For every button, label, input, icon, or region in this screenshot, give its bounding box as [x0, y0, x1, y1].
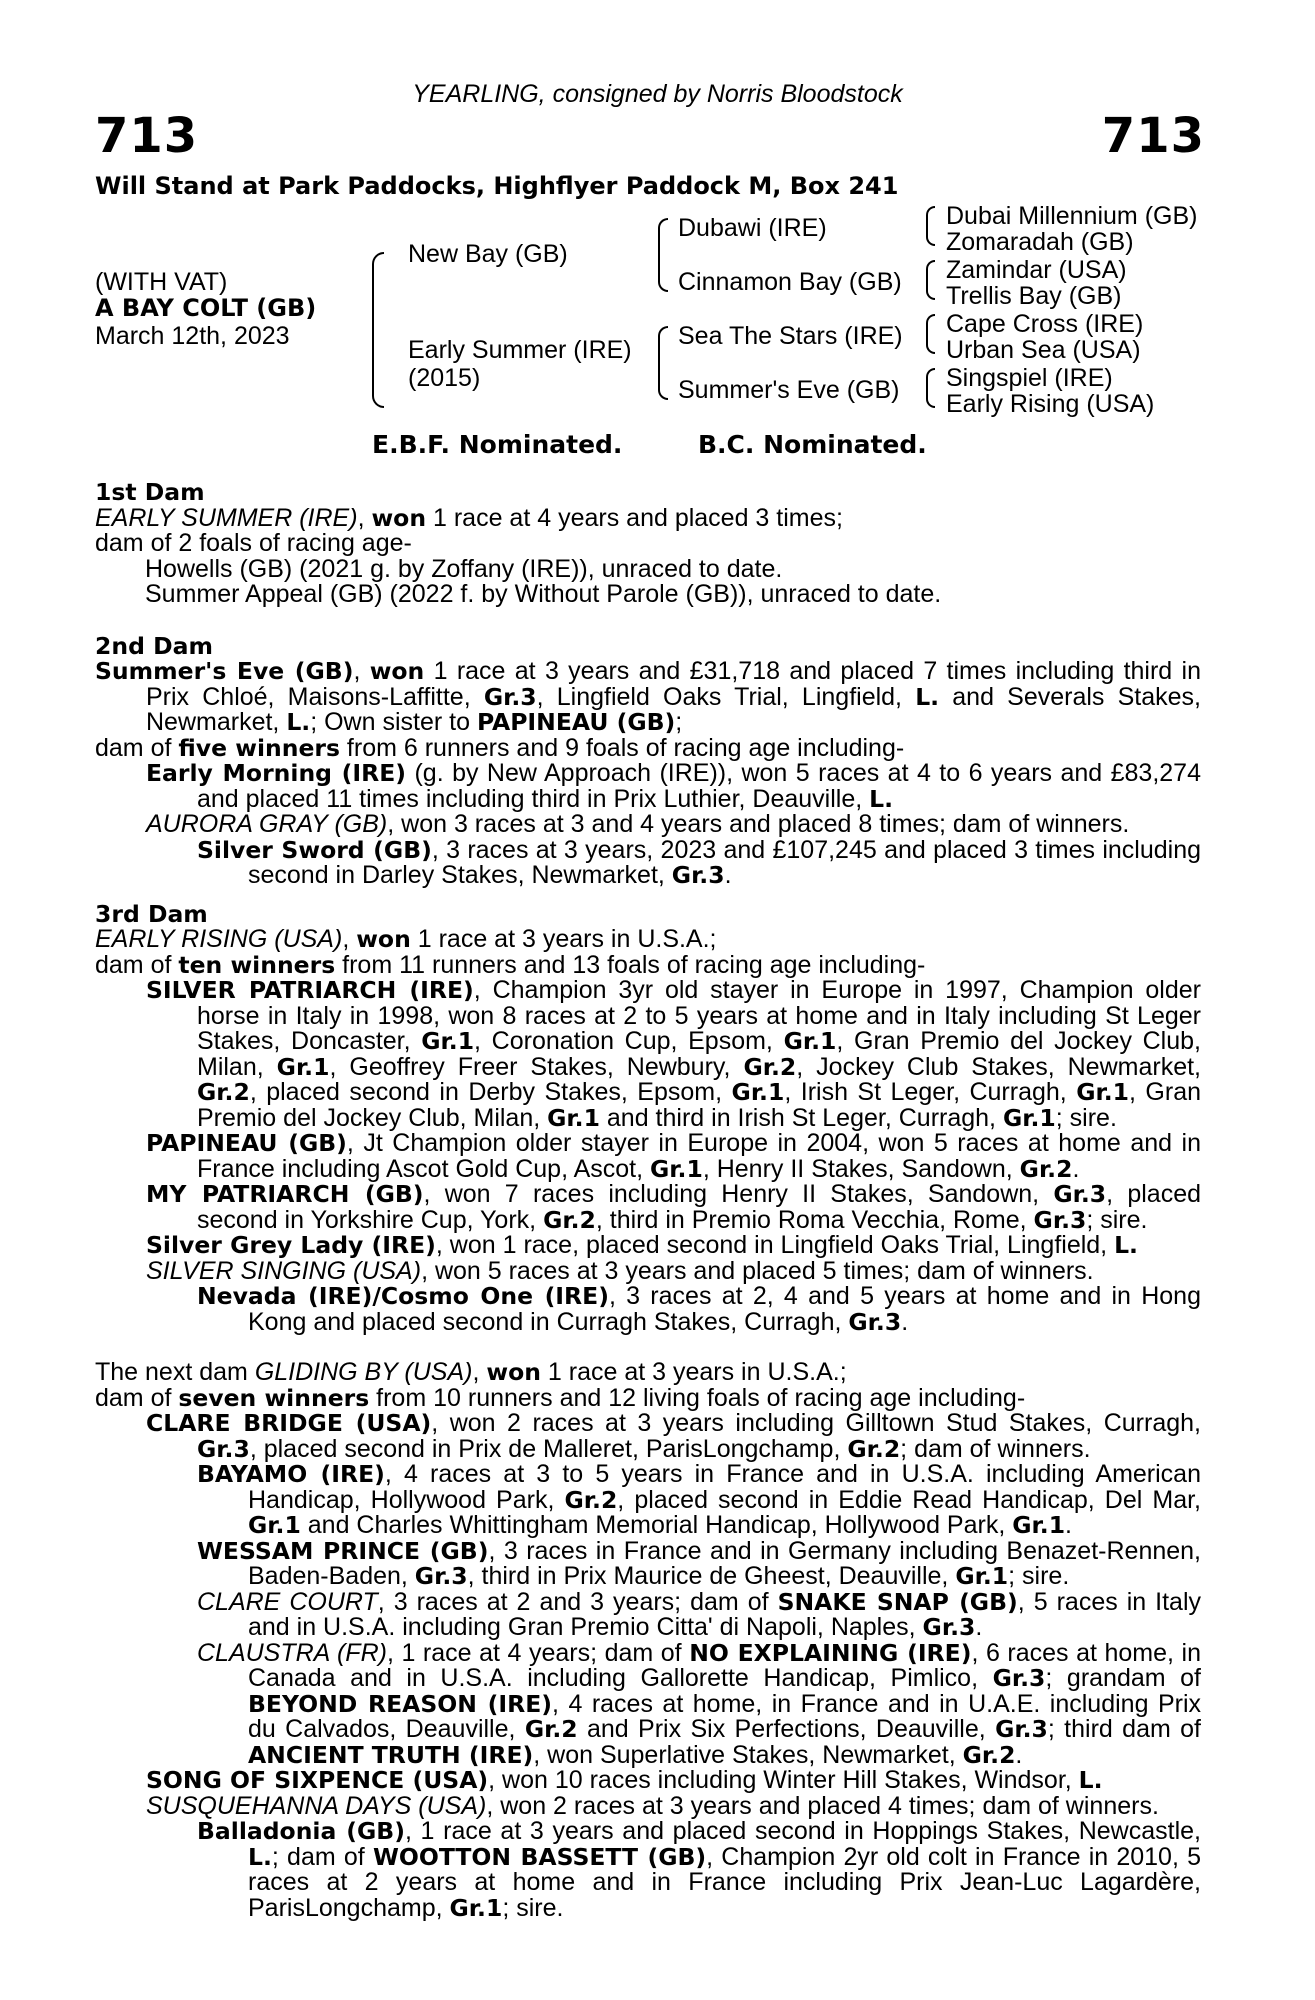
pedigree-brace-sire — [658, 218, 668, 292]
third-dam-section — [95, 899, 1202, 1336]
pedigree-dds: Singspiel (IRE) — [946, 364, 1113, 392]
second-dam-heading: 2nd Dam — [95, 631, 213, 660]
next-dam-record: The next dam GLIDING BY (USA), won 1 race at 3 years in U.S.A.; — [95, 1358, 847, 1386]
catalogue-body — [95, 480, 1201, 1921]
produce-entry: SILVER PATRIARCH (IRE), Champion 3yr old stayer in Europe in 1997, Champion older horse in Italy in 1998, won 8 races at 2 to 5 years at home and in Italy including St Leger Stakes, Doncaster, Gr.1, Coronation Cup, Epsom, Gr.1, Gran Premio del Jockey Club, Milan, Gr.1, Geoffrey Freer Stakes, Newbury, Gr.2, Jockey Club Stakes, Newmarket, Gr.2, placed second in Derby Stakes, Epsom, Gr.1, Irish St Leger, Curragh, Gr.1, Gran Premio del Jockey Club, Milan, Gr.1 and third in Irish St Leger, Curragh, Gr.1; sire. — [146, 976, 1201, 1132]
first-dam-heading: 1st Dam — [95, 478, 205, 506]
next-dam-section — [95, 1360, 1201, 1921]
lot-number-left: 713 — [95, 108, 199, 164]
second-dam-produce: dam of five winners from 6 runners and 9 foals of racing age including- — [95, 733, 905, 762]
second-dam-section — [95, 631, 1202, 889]
pedigree-brace-ds — [926, 314, 935, 354]
produce-entry: BAYAMO (IRE), 4 races at 3 to 5 years in France and in U.S.A. including American Handicap, Hollywood Park, Gr.2, placed second in Eddie Read Handicap, Del Mar, Gr.1 and Charles Whittingham Memorial Handicap, Hollywood Park, Gr.1. — [197, 1460, 1201, 1539]
foal-entry: Summer Appeal (GB) (2022 f. by Without Parole (GB)), unraced to date. — [145, 580, 942, 608]
pedigree-ssd: Zomaradah (GB) — [946, 228, 1134, 256]
pedigree-brace-sd — [926, 260, 935, 300]
pedigree-brace-main — [372, 252, 384, 408]
pedigree-dam-sire: Sea The Stars (IRE) — [678, 322, 903, 350]
produce-entry: SUSQUEHANNA DAYS (USA), won 2 races at 3 years and placed 4 times; dam of winners. — [146, 1791, 1159, 1820]
horse-name: A BAY COLT (GB) — [95, 294, 317, 322]
pedigree-ddd: Early Rising (USA) — [946, 390, 1155, 418]
ebf-nomination: E.B.F. Nominated. — [372, 430, 623, 459]
produce-entry: CLARE BRIDGE (USA), won 2 races at 3 years including Gilltown Stud Stakes, Curragh, Gr.3, placed second in Prix de Malleret, ParisLongchamp, Gr.2; dam of winners. — [146, 1409, 1201, 1463]
produce-entry: AURORA GRAY (GB), won 3 races at 3 and 4 years and placed 8 times; dam of winners. — [146, 810, 1130, 838]
first-dam-foals: dam of 2 foals of racing age- — [95, 529, 412, 557]
third-dam-produce: dam of ten winners from 11 runners and 13 foals of racing age including- — [95, 950, 926, 979]
stand-location: Will Stand at Park Paddocks, Highflyer Paddock M, Box 241 — [95, 172, 899, 200]
pedigree-sds: Zamindar (USA) — [946, 256, 1127, 284]
third-dam-record: EARLY RISING (USA), won 1 race at 3 years in U.S.A.; — [95, 925, 717, 953]
pedigree-dsd: Urban Sea (USA) — [946, 336, 1141, 364]
pedigree-sire: New Bay (GB) — [408, 240, 568, 268]
produce-entry: Nevada (IRE)/Cosmo One (IRE), 3 races at 2, 4 and 5 years at home and in Hong Kong and placed second in Curragh Stakes, Curragh, Gr.3. — [197, 1282, 1201, 1336]
pedigree-dam-dam: Summer's Eve (GB) — [678, 376, 900, 404]
bc-nomination: B.C. Nominated. — [698, 430, 927, 459]
pedigree-brace-ss — [926, 206, 935, 246]
produce-entry: MY PATRIARCH (GB), won 7 races including Henry II Stakes, Sandown, Gr.3, placed second in Yorkshire Cup, York, Gr.2, third in Premio Roma Vecchia, Rome, Gr.3; sire. — [146, 1180, 1202, 1234]
produce-entry: Silver Sword (GB), 3 races at 3 years, 2023 and £107,245 and placed 3 times including second in Darley Stakes, Newmarket, Gr.3. — [197, 835, 1202, 889]
pedigree-brace-dam — [658, 326, 668, 400]
next-dam-produce: dam of seven winners from 10 runners and 12 living foals of racing age including- — [95, 1383, 1026, 1412]
produce-entry: SILVER SINGING (USA), won 5 races at 3 years and placed 5 times; dam of winners. — [146, 1256, 1094, 1285]
produce-entry: CLARE COURT, 3 races at 2 and 3 years; dam of SNAKE SNAP (GB), 5 races in Italy and in U.S.A. including Gran Premio Citta' di Napoli, Naples, Gr.3. — [197, 1587, 1202, 1641]
catalogue-header: YEARLING, consigned by Norris Bloodstock — [412, 80, 903, 108]
foal-entry: Howells (GB) (2021 g. by Zoffany (IRE)), unraced to date. — [145, 554, 783, 583]
produce-entry: Silver Grey Lady (IRE), won 1 race, placed second in Lingfield Oaks Trial, Lingfield, L. — [146, 1231, 1138, 1259]
produce-entry: SONG OF SIXPENCE (USA), won 10 races including Winter Hill Stakes, Windsor, L. — [146, 1766, 1103, 1794]
pedigree-dam-year: (2015) — [408, 364, 481, 392]
pedigree-dam: Early Summer (IRE) — [408, 336, 632, 364]
date-of-birth: March 12th, 2023 — [95, 322, 290, 350]
second-dam-record: Summer's Eve (GB), won 1 race at 3 years and £31,718 and placed 7 times including third in Prix Chloé, Maisons-Laffitte, Gr.3, Lingfield Oaks Trial, Lingfield, L. and Severals Stakes, Newmarket, L.; Own sister to PAPINEAU (GB); — [95, 657, 1201, 736]
third-dam-heading: 3rd Dam — [95, 899, 208, 928]
pedigree-dss: Cape Cross (IRE) — [946, 310, 1144, 338]
produce-entry: Early Morning (IRE) (g. by New Approach (IRE)), won 5 races at 4 to 6 years and £83,274 and placed 11 times including third in Prix Luthier, Deauville, L. — [146, 759, 1201, 813]
first-dam-record: EARLY SUMMER (IRE), won 1 race at 4 years and placed 3 times; — [95, 503, 843, 532]
first-dam-section — [95, 480, 1201, 608]
pedigree-sire-sire: Dubawi (IRE) — [678, 214, 827, 242]
produce-entry: Balladonia (GB), 1 race at 3 years and placed second in Hoppings Stakes, Newcastle, L.; dam of WOOTTON BASSETT (GB), Champion 2yr old colt in France in 2010, 5 races at 2 years at home and in France including Prix Jean-Luc Lagardère, ParisLongchamp, Gr.1; sire. — [197, 1817, 1202, 1922]
lot-number-right: 713 — [1101, 108, 1205, 164]
pedigree-sss: Dubai Millennium (GB) — [946, 202, 1198, 230]
pedigree-brace-dd — [926, 368, 935, 408]
pedigree-sire-dam: Cinnamon Bay (GB) — [678, 268, 902, 296]
produce-entry: CLAUSTRA (FR), 1 race at 4 years; dam of NO EXPLAINING (IRE), 6 races at home, in Canada and in U.S.A. including Gallorette Handicap, Pimlico, Gr.3; grandam of BEYOND REASON (IRE), 4 races at home, in France and in U.A.E. including Prix du Calvados, Deauville, Gr.2 and Prix Six Perfections, Deauville, Gr.3; third dam of ANCIENT TRUTH (IRE), won Superlative Stakes, Newmarket, Gr.2. — [197, 1638, 1202, 1769]
produce-entry: PAPINEAU (GB), Jt Champion older stayer in Europe in 2004, won 5 races at home and in France including Ascot Gold Cup, Ascot, Gr.1, Henry II Stakes, Sandown, Gr.2. — [146, 1129, 1201, 1183]
vat-note: (WITH VAT) — [95, 268, 228, 296]
produce-entry: WESSAM PRINCE (GB), 3 races in France and in Germany including Benazet-Rennen, Baden-Baden, Gr.3, third in Prix Maurice de Gheest, Deauville, Gr.1; sire. — [197, 1536, 1202, 1590]
pedigree-sdd: Trellis Bay (GB) — [946, 282, 1122, 310]
